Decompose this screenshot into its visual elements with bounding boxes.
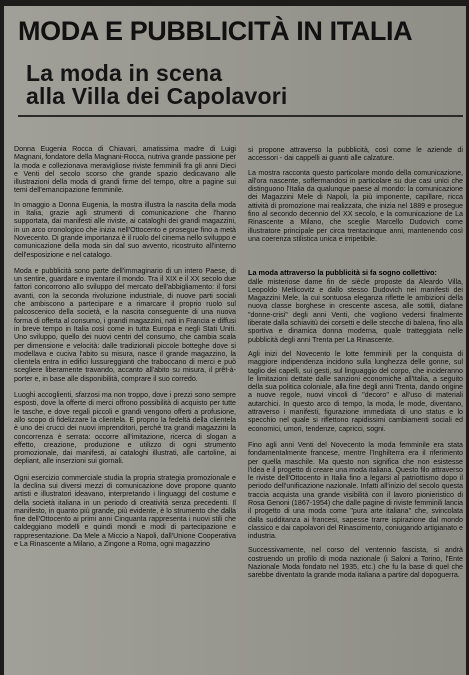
right-text-column — [248, 146, 463, 588]
exhibition-overtitle: MODA E PUBBLICITÀ IN ITALIA — [18, 16, 413, 46]
left-text-column — [14, 145, 236, 556]
left-paragraph-4: Luoghi accoglienti, sfarzosi ma non troppo, dove i prezzi sono sempre esposti, dove la offerte di merci offrono possibilità di acquisto per tutte le tasche, e dove regali piccoli e grandi vengono offerti a profusione, allo scopo di fidelizzare la clientela. E proprio la fedeltà della clientela è uno dei crucci dei nuovi imprenditori, perché tra grandi magazzini la concorrenza è serrata: occorre all'imitazione, ricerca di slogan a effetto, creazione, produzione e utilizzo di ogni strumento promozionale, dai manifesti, ai cataloghi illustrati, alle cartoline, ai depliant, alle inserzioni sui giornali. — [14, 391, 236, 466]
left-paragraph-5: Ogni esercizio commerciale studia la propria strategia promozionale e la declina sui diversi mezzi di comunicazione dove propone quanto artisti e illustratori ideavano, interpretando i linguaggi del costume e della società italiana in un periodo di creatività senza precedenti. Il manifesto, in quanto più grande, più evidente, è lo strumento che dalla fine dell'Ottocento ai primi anni Cinquanta rappresenta i nuovi stili che caldeggiano modelli e quindi mondi e modi di partecipazione e rappresentazione. Da Mele a Miccio a Napoli, dall'Unione Cooperativa e La Rinascente a Milano, a Zingone a Roma, ogni magazzino — [14, 473, 236, 549]
right-paragraph-4: Agli inizi del Novecento le lotte femminili per la conquista di maggiore indipendenza incidono sulla lunghezza delle gonne, sul taglio dei capelli, sui gesti, sul linguaggio del corpo, che incideranno le limitazioni dettate dalle sanzioni economiche all'Italia, a seguito della sua politica coloniale, alla fine degli anni Trenta, dando origine a nuove regole, nuovi vincoli di "decoro" e all'uso di materiali autarchici. In questo arco di tempo, la moda, le mode, diventano, attraverso i manifesti, figurazione immediata di uno status e lo specchio nel quale si riflettono rapidissimi cambiamenti sociali ed economici, umori, tendenze, capricci, sogni. — [248, 349, 463, 433]
right-paragraph-1: si propone attraverso la pubblicità, così come le aziende di accessori - dai cappelli ai guanti alle calzature. — [248, 146, 463, 163]
section-heading: La moda attraverso la pubblicità si fa sogno collettivo: — [248, 268, 437, 278]
panel-title-line-1: La moda in scena — [26, 60, 223, 86]
panel-title — [26, 62, 356, 108]
left-paragraph-2: In omaggio a Donna Eugenia, la mostra illustra la nascita della moda in Italia, grazie agli strumenti di comunicazione che l'hanno supportata, dai manifesti alle riviste, ai cataloghi dei grandi magazzini, in un arco cronologico che inizia nell'Ottocento e prosegue fino a metà Novecento. Di grande importanza è il ruolo del cinema nello sviluppo e comunicazione della moda sin dal suo avvento, ricostruito all'interno dell'esposizione e nel catalogo. — [14, 200, 236, 259]
exhibition-wall-panel — [4, 6, 466, 675]
title-divider — [18, 115, 463, 117]
left-paragraph-1: Donna Eugenia Rocca di Chiavari, amatissima madre di Luigi Magnani, fondatore della Magnani-Rocca, nutriva grande passione per la moda e collezionava meravigliose riviste femminili fra gli anni Dieci e Venti del secolo scorso che grande spazio dedicavano alle illustrazioni della moda di grandi firme del tempo, oltre a pagine sui temi dell'emancipazione femminile. — [14, 145, 236, 195]
right-paragraph-2: La mostra racconta questo particolare mondo della comunicazione, all'ora nascente, soffermandosi in particolare su due casi unici che distinguono l'Italia da qualunque paese al mondo: la comunicazione dei Magazzini Mele di Napoli, la più imponente, capillare, ricca attività di promozione mai realizzata, che inizia nel 1889 e prosegue fino al secondo decennio del XX secolo, e la comunicazione de La Rinascente a Milano, che sceglie Marcello Dudovich come illustratore principale per circa trentacinque anni, mantenendo così una coerenza stilistica unica e irripetibile. — [248, 168, 463, 243]
right-paragraph-3: dalle misteriose dame fin de siècle proposte da Aleardo Villa, Leopoldo Metlicovitz e dallo stesso Dudovich nei manifesti dei Magazzini Mele, la cui sontuosa eleganza riflette le ambizioni della nuova classe borghese in crescente ascesa, alle sottili, diafane "donne-crisi" degli anni Venti, che vogliono vedersi finalmente liberate dalla schiavitù dei corsetti e delle stecche di balena, fino alla sportiva e dinamica donna moderna, quale tratteggiata nelle pubblicità degli anni Trenta per La Rinascente. — [248, 277, 463, 344]
right-paragraph-5: Fino agli anni Venti del Novecento la moda femminile era stata fondamentalmente francese, mentre l'Inghilterra era il riferimento per quella maschile. Ma questo non significa che non esistesse l'idea e il progetto di creare una moda italiana. Questo filo attraverso le riviste dell'Ottocento in Italia fino a legarsi al patriottismo dopo il periodo dell'unificazione nazionale. Infatti all'inizio del secolo questa traccia acquista una grande visibilità con il lavoro pionieristico di Rosa Genoni (1867-1954) che dalle pagine di riviste femminili lancia il progetto di una moda come "pura arte italiana" che, svincolata dalla sudditanza ai francesi, sapesse trarre ispirazione dal mondo classico e dai capolavori del Rinascimento, coniugando artigianato e industria. — [248, 440, 463, 541]
right-paragraph-6: Successivamente, nel corso del ventennio fascista, si andrà costruendo un profilo di moda nazionale (i Saloni a Torino, l'Ente Nazionale Moda fondato nel 1935, etc.) che fu la base di quel che sarebbe diventato la grande moda italiana a partire dal dopoguerra. — [248, 546, 463, 580]
panel-title-line-2: alla Villa dei Capolavori — [26, 83, 288, 109]
left-paragraph-3: Moda e pubblicità sono parte dell'immaginario di un intero Paese, di un sentire, guardare e inventare il mondo. Tra il XIX e il XX secolo due fattori concorrono allo sviluppo del mercato dell'abbigliamento: il forsi avanti, con la seconda rivoluzione industriale, di nuove parti sociali che ambiscono a partecipare e a rimarcare il proprio ruolo sul palcoscenico della società, e la nascita conseguente di una nuova forma di offerta al consumo, i grandi magazzini, nati in Francia e diffusi in breve tempo in Italia così come in tutta Europa e negli Stati Uniti. Uno sviluppo, quello dei nuovi centri del consumo, che cambia scala per dimensione e velocità: dalle tradizionali piccole botteghe dove si modellava e cuciva l'abito su misura, nasce il grande magazzino, la clientela entra in edifici lussureggianti che traboccano di merci e può scegliere liberamente travando, accanto all'abito su misura, il prêt-à-porter e, in base alle disponibilità, comprare il suo corredo. — [14, 266, 236, 383]
